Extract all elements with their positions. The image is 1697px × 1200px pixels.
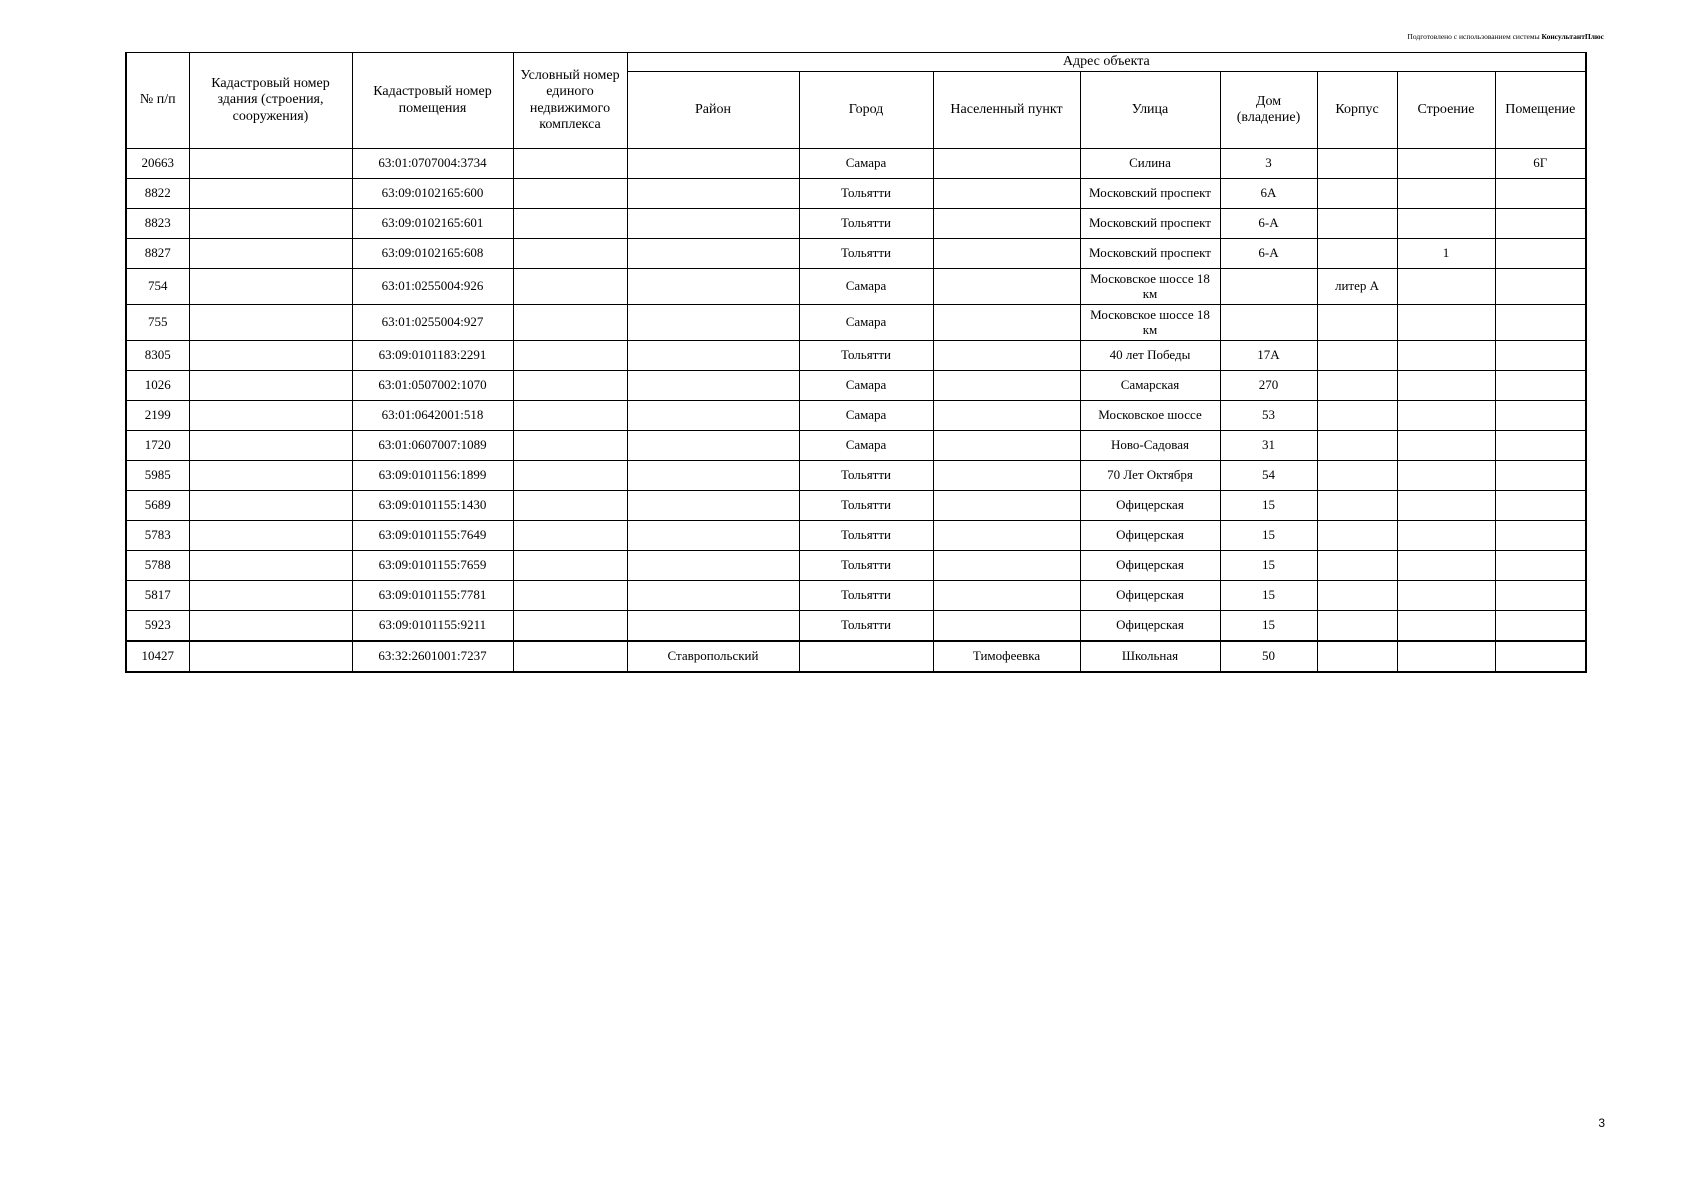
cell-street: Московский проспект [1080,239,1220,269]
cell-num: 755 [126,305,189,341]
cell-building-cadastral [189,611,352,642]
cell-city: Тольятти [799,491,933,521]
cell-conditional-number [513,269,627,305]
cell-room-cadastral: 63:09:0102165:600 [352,179,513,209]
cell-num: 1720 [126,431,189,461]
registry-table [125,52,1587,673]
cell-locality [933,611,1080,642]
cell-building [1397,269,1495,305]
cell-num: 5788 [126,551,189,581]
cell-conditional-number [513,179,627,209]
cell-room-cadastral: 63:09:0101155:7781 [352,581,513,611]
cell-building [1397,179,1495,209]
cell-korpus [1317,611,1397,642]
cell-building-cadastral [189,401,352,431]
cell-room-cadastral: 63:09:0101183:2291 [352,341,513,371]
consultant-watermark [1407,32,1604,41]
cell-district [627,371,799,401]
cell-conditional-number [513,491,627,521]
cell-district [627,611,799,642]
cell-street: Ново-Садовая [1080,431,1220,461]
table-row [126,581,1586,611]
cell-house: 53 [1220,401,1317,431]
cell-district [627,581,799,611]
cell-street: Офицерская [1080,581,1220,611]
cell-room-cadastral: 63:01:0607007:1089 [352,431,513,461]
cell-room [1495,305,1586,341]
cell-district: Ставропольский [627,641,799,672]
cell-conditional-number [513,341,627,371]
cell-city: Самара [799,371,933,401]
cell-street: Офицерская [1080,521,1220,551]
cell-room [1495,239,1586,269]
cell-city: Тольятти [799,179,933,209]
cell-room-cadastral: 63:01:0255004:926 [352,269,513,305]
cell-locality [933,179,1080,209]
cell-korpus: литер А [1317,269,1397,305]
cell-room-cadastral: 63:09:0102165:601 [352,209,513,239]
cell-street: Московский проспект [1080,209,1220,239]
cell-conditional-number [513,401,627,431]
cell-num: 5923 [126,611,189,642]
cell-building-cadastral [189,179,352,209]
cell-house: 3 [1220,149,1317,179]
cell-building [1397,341,1495,371]
cell-korpus [1317,551,1397,581]
cell-building [1397,461,1495,491]
header-house: Дом (владение) [1220,72,1317,149]
cell-korpus [1317,581,1397,611]
cell-korpus [1317,239,1397,269]
cell-room [1495,491,1586,521]
cell-room-cadastral: 63:01:0507002:1070 [352,371,513,401]
cell-room [1495,179,1586,209]
cell-num: 8823 [126,209,189,239]
cell-building-cadastral [189,581,352,611]
cell-building [1397,581,1495,611]
cell-street: Московское шоссе [1080,401,1220,431]
cell-conditional-number [513,371,627,401]
cell-room [1495,611,1586,642]
table-row [126,269,1586,305]
cell-room [1495,581,1586,611]
cell-room [1495,461,1586,491]
cell-district [627,269,799,305]
table-row [126,149,1586,179]
cell-building-cadastral [189,641,352,672]
cell-locality [933,371,1080,401]
cell-conditional-number [513,551,627,581]
cell-building-cadastral [189,551,352,581]
cell-city: Самара [799,269,933,305]
cell-num: 2199 [126,401,189,431]
cell-korpus [1317,401,1397,431]
header-room: Помещение [1495,72,1586,149]
cell-room: 6Г [1495,149,1586,179]
cell-locality [933,239,1080,269]
table-row [126,611,1586,642]
cell-room [1495,401,1586,431]
table-row [126,431,1586,461]
header-num: № п/п [126,53,189,149]
cell-num: 754 [126,269,189,305]
cell-house: 6-А [1220,239,1317,269]
cell-city: Тольятти [799,611,933,642]
cell-street: Самарская [1080,371,1220,401]
cell-city: Самара [799,305,933,341]
page-number: 3 [1598,1116,1605,1130]
cell-num: 5783 [126,521,189,551]
cell-street: Школьная [1080,641,1220,672]
cell-room-cadastral: 63:09:0101155:7659 [352,551,513,581]
cell-locality [933,461,1080,491]
cell-conditional-number [513,611,627,642]
header-locality: Населенный пункт [933,72,1080,149]
cell-num: 10427 [126,641,189,672]
table-row [126,461,1586,491]
cell-conditional-number [513,305,627,341]
cell-num: 5985 [126,461,189,491]
table-row [126,179,1586,209]
cell-locality [933,305,1080,341]
cell-city: Тольятти [799,209,933,239]
cell-house: 54 [1220,461,1317,491]
cell-conditional-number [513,239,627,269]
cell-building [1397,371,1495,401]
cell-building-cadastral [189,491,352,521]
table-row [126,551,1586,581]
header-city: Город [799,72,933,149]
cell-city: Тольятти [799,551,933,581]
cell-building [1397,641,1495,672]
cell-building [1397,401,1495,431]
cell-num: 8827 [126,239,189,269]
cell-locality: Тимофеевка [933,641,1080,672]
cell-num: 8822 [126,179,189,209]
cell-locality [933,551,1080,581]
cell-house: 6-А [1220,209,1317,239]
cell-korpus [1317,341,1397,371]
cell-street: Офицерская [1080,551,1220,581]
cell-conditional-number [513,149,627,179]
cell-house: 17А [1220,341,1317,371]
cell-city: Тольятти [799,341,933,371]
cell-room-cadastral: 63:01:0642001:518 [352,401,513,431]
cell-house: 6А [1220,179,1317,209]
cell-building-cadastral [189,461,352,491]
cell-house: 31 [1220,431,1317,461]
cell-street: Московское шоссе 18 км [1080,269,1220,305]
cell-locality [933,521,1080,551]
table-row [126,305,1586,341]
cell-korpus [1317,209,1397,239]
cell-num: 20663 [126,149,189,179]
cell-room [1495,551,1586,581]
cell-district [627,461,799,491]
cell-city: Самара [799,401,933,431]
cell-building [1397,551,1495,581]
table-row [126,371,1586,401]
cell-korpus [1317,179,1397,209]
table-row [126,209,1586,239]
cell-num: 8305 [126,341,189,371]
cell-building-cadastral [189,305,352,341]
cell-street: Московское шоссе 18 км [1080,305,1220,341]
cell-building [1397,611,1495,642]
cell-building-cadastral [189,209,352,239]
cell-building [1397,149,1495,179]
cell-house: 15 [1220,611,1317,642]
cell-korpus [1317,149,1397,179]
cell-district [627,149,799,179]
cell-locality [933,341,1080,371]
cell-room-cadastral: 63:09:0102165:608 [352,239,513,269]
cell-building-cadastral [189,341,352,371]
cell-city: Тольятти [799,581,933,611]
table-row [126,641,1586,672]
cell-building-cadastral [189,371,352,401]
cell-house: 270 [1220,371,1317,401]
cell-district [627,209,799,239]
cell-locality [933,491,1080,521]
header-building: Строение [1397,72,1495,149]
cell-room [1495,341,1586,371]
cell-district [627,239,799,269]
cell-city: Тольятти [799,239,933,269]
cell-room [1495,371,1586,401]
cell-room [1495,521,1586,551]
cell-room-cadastral: 63:32:2601001:7237 [352,641,513,672]
cell-room-cadastral: 63:01:0255004:927 [352,305,513,341]
cell-locality [933,269,1080,305]
cell-korpus [1317,491,1397,521]
cell-district [627,401,799,431]
cell-building [1397,491,1495,521]
cell-city: Самара [799,431,933,461]
cell-conditional-number [513,461,627,491]
cell-room [1495,641,1586,672]
cell-locality [933,401,1080,431]
header-room-cadastral: Кадастровый номер помещения [352,53,513,149]
cell-room [1495,431,1586,461]
cell-korpus [1317,431,1397,461]
cell-district [627,179,799,209]
cell-street: 70 Лет Октября [1080,461,1220,491]
cell-room [1495,269,1586,305]
cell-district [627,431,799,461]
table-row [126,521,1586,551]
cell-korpus [1317,461,1397,491]
cell-building-cadastral [189,149,352,179]
cell-street: Офицерская [1080,491,1220,521]
cell-district [627,341,799,371]
table-row [126,239,1586,269]
header-street: Улица [1080,72,1220,149]
watermark-prefix: Подготовлено с использованием системы [1407,32,1540,41]
cell-locality [933,209,1080,239]
header-conditional-number: Условный номер единого недвижимого комплекса [513,53,627,149]
cell-city: Тольятти [799,521,933,551]
cell-room-cadastral: 63:09:0101155:1430 [352,491,513,521]
cell-city: Самара [799,149,933,179]
cell-building-cadastral [189,521,352,551]
table-row [126,491,1586,521]
cell-korpus [1317,641,1397,672]
cell-building: 1 [1397,239,1495,269]
cell-district [627,521,799,551]
cell-num: 5817 [126,581,189,611]
cell-house: 15 [1220,581,1317,611]
cell-street: Московский проспект [1080,179,1220,209]
header-korpus: Корпус [1317,72,1397,149]
watermark-brand: КонсультантПлюс [1541,32,1604,41]
cell-conditional-number [513,209,627,239]
cell-room [1495,209,1586,239]
cell-room-cadastral: 63:09:0101156:1899 [352,461,513,491]
cell-district [627,551,799,581]
table-body [126,149,1586,673]
cell-house: 15 [1220,551,1317,581]
cell-house [1220,269,1317,305]
header-district: Район [627,72,799,149]
cell-conditional-number [513,641,627,672]
cell-street: 40 лет Победы [1080,341,1220,371]
cell-locality [933,581,1080,611]
cell-house: 15 [1220,491,1317,521]
cell-korpus [1317,371,1397,401]
cell-street: Офицерская [1080,611,1220,642]
cell-conditional-number [513,431,627,461]
cell-city [799,641,933,672]
cell-building-cadastral [189,269,352,305]
cell-locality [933,149,1080,179]
header-building-cadastral: Кадастровый номер здания (строения, сооружения) [189,53,352,149]
cell-building [1397,521,1495,551]
cell-house: 50 [1220,641,1317,672]
cell-building-cadastral [189,239,352,269]
cell-conditional-number [513,521,627,551]
cell-building [1397,431,1495,461]
cell-num: 1026 [126,371,189,401]
cell-room-cadastral: 63:09:0101155:7649 [352,521,513,551]
cell-conditional-number [513,581,627,611]
cell-district [627,305,799,341]
cell-room-cadastral: 63:09:0101155:9211 [352,611,513,642]
cell-district [627,491,799,521]
cell-building [1397,305,1495,341]
cell-num: 5689 [126,491,189,521]
header-address-group: Адрес объекта [627,53,1586,72]
cell-building-cadastral [189,431,352,461]
cell-korpus [1317,521,1397,551]
cell-locality [933,431,1080,461]
cell-house: 15 [1220,521,1317,551]
cell-building [1397,209,1495,239]
table-row [126,341,1586,371]
cell-city: Тольятти [799,461,933,491]
cell-korpus [1317,305,1397,341]
cell-room-cadastral: 63:01:0707004:3734 [352,149,513,179]
cell-house [1220,305,1317,341]
cell-street: Силина [1080,149,1220,179]
table-row [126,401,1586,431]
